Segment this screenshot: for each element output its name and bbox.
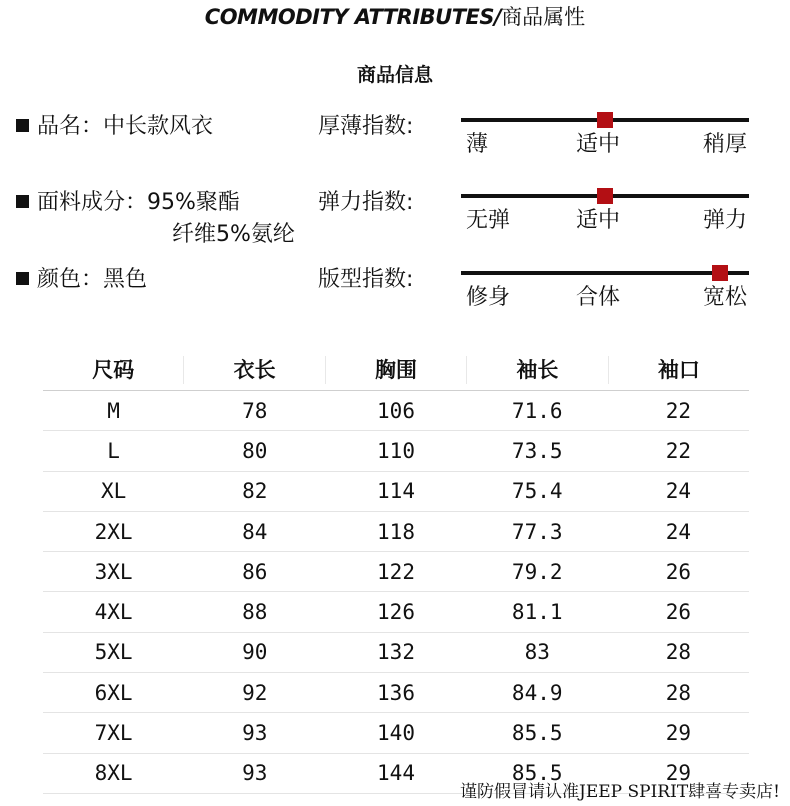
table-cell: 24 bbox=[665, 479, 692, 504]
section-title: 商品信息 bbox=[356, 64, 433, 86]
table-cell: 22 bbox=[665, 398, 692, 423]
scale-label: 版型指数: bbox=[318, 267, 414, 292]
table-cell: 84.9 bbox=[511, 680, 563, 705]
page-title bbox=[0, 2, 790, 32]
table-cell: 85.5 bbox=[511, 721, 563, 746]
scale-left-text: 无弹 bbox=[466, 208, 511, 233]
color-text: 颜色：黑色 bbox=[37, 267, 148, 292]
table-cell: 26 bbox=[665, 559, 692, 584]
table-cell: 144 bbox=[377, 761, 415, 786]
table-cell: 79.2 bbox=[511, 559, 563, 584]
scale-label: 弹力指数: bbox=[318, 190, 414, 215]
scale-left-text: 修身 bbox=[466, 285, 511, 310]
table-cell: 82 bbox=[242, 479, 268, 504]
scale-right-text: 弹力 bbox=[702, 208, 747, 233]
table-cell: 88 bbox=[242, 600, 268, 625]
material-text-line2: 纤维5%氨纶 bbox=[172, 222, 295, 247]
table-cell: 22 bbox=[665, 438, 692, 463]
attr-product-name bbox=[16, 112, 213, 142]
table-cell: 92 bbox=[242, 680, 268, 705]
table-cell: 93 bbox=[242, 721, 268, 746]
square-bullet-icon bbox=[16, 119, 29, 132]
table-cell: 114 bbox=[377, 479, 415, 504]
scale-marker bbox=[597, 112, 613, 128]
table-cell: 77.3 bbox=[511, 519, 563, 544]
table-cell: 122 bbox=[377, 559, 415, 584]
table-cell: 85.5 bbox=[511, 761, 563, 786]
scale-left-text: 薄 bbox=[466, 132, 489, 157]
table-cell: 75.4 bbox=[511, 479, 563, 504]
material-text-line1: 面料成分：95%聚酯 bbox=[37, 190, 240, 215]
column-header: 尺码 bbox=[43, 356, 184, 384]
scale-right-text: 稍厚 bbox=[702, 132, 747, 157]
table-cell: 73.5 bbox=[511, 438, 563, 463]
table-cell: 8XL bbox=[94, 761, 133, 786]
table-cell: 80 bbox=[242, 438, 268, 463]
table-cell: 29 bbox=[665, 721, 692, 746]
table-row bbox=[43, 592, 749, 632]
scale-middle-text: 适中 bbox=[575, 132, 620, 157]
table-cell: 71.6 bbox=[511, 398, 563, 423]
scale-middle-text: 适中 bbox=[575, 208, 620, 233]
size-table bbox=[43, 350, 749, 794]
table-cell: 83 bbox=[524, 640, 550, 665]
table-cell: 7XL bbox=[94, 721, 133, 746]
table-cell: 2XL bbox=[94, 519, 133, 544]
table-cell: 81.1 bbox=[511, 600, 563, 625]
scale-middle-text: 合体 bbox=[575, 285, 620, 310]
table-cell: 78 bbox=[242, 398, 268, 423]
square-bullet-icon bbox=[16, 195, 29, 208]
scale-marker bbox=[712, 265, 728, 281]
table-cell: 5XL bbox=[94, 640, 133, 665]
table-cell: 93 bbox=[242, 761, 268, 786]
table-cell: 26 bbox=[665, 600, 692, 625]
table-row bbox=[43, 431, 749, 471]
table-cell: 140 bbox=[377, 721, 415, 746]
table-row bbox=[43, 391, 749, 431]
table-cell: 90 bbox=[242, 640, 268, 665]
table-cell: 28 bbox=[665, 640, 692, 665]
table-cell: 126 bbox=[377, 600, 415, 625]
title-english: COMMODITY ATTRIBUTES/ bbox=[204, 5, 502, 29]
table-cell: 132 bbox=[377, 640, 415, 665]
square-bullet-icon bbox=[16, 272, 29, 285]
table-cell: 28 bbox=[665, 680, 692, 705]
table-cell: 86 bbox=[242, 559, 268, 584]
scale-marker bbox=[597, 188, 613, 204]
footer-note: 谨防假冒请认准JEEP SPIRIT肆喜专卖店! bbox=[460, 782, 780, 802]
table-row bbox=[43, 673, 749, 713]
table-cell: 118 bbox=[377, 519, 415, 544]
table-cell: 106 bbox=[377, 398, 415, 423]
scale-label: 厚薄指数: bbox=[318, 114, 414, 139]
scale-right-text: 宽松 bbox=[702, 285, 747, 310]
table-cell: 110 bbox=[377, 438, 415, 463]
column-header: 胸围 bbox=[326, 356, 467, 384]
scale-track bbox=[461, 271, 749, 275]
column-header: 袖口 bbox=[657, 358, 700, 382]
table-cell: 4XL bbox=[94, 600, 133, 625]
table-row bbox=[43, 472, 749, 512]
attr-material bbox=[16, 188, 240, 218]
product-name-text: 品名：中长款风衣 bbox=[37, 114, 214, 139]
table-row bbox=[43, 552, 749, 592]
table-header-row bbox=[43, 350, 749, 391]
table-row bbox=[43, 512, 749, 552]
table-cell: 24 bbox=[665, 519, 692, 544]
table-cell: 84 bbox=[242, 519, 268, 544]
table-cell: 3XL bbox=[94, 559, 133, 584]
column-header: 衣长 bbox=[184, 356, 325, 384]
title-chinese: 商品属性 bbox=[501, 5, 586, 29]
table-body bbox=[43, 391, 749, 794]
table-cell: XL bbox=[100, 479, 127, 504]
attr-color bbox=[16, 265, 147, 295]
table-cell: M bbox=[107, 398, 120, 423]
table-row bbox=[43, 633, 749, 673]
table-cell: 6XL bbox=[94, 680, 133, 705]
table-cell: 29 bbox=[665, 761, 692, 786]
column-header: 袖长 bbox=[467, 356, 608, 384]
table-cell: 136 bbox=[377, 680, 415, 705]
table-cell: L bbox=[107, 438, 120, 463]
table-row bbox=[43, 713, 749, 753]
